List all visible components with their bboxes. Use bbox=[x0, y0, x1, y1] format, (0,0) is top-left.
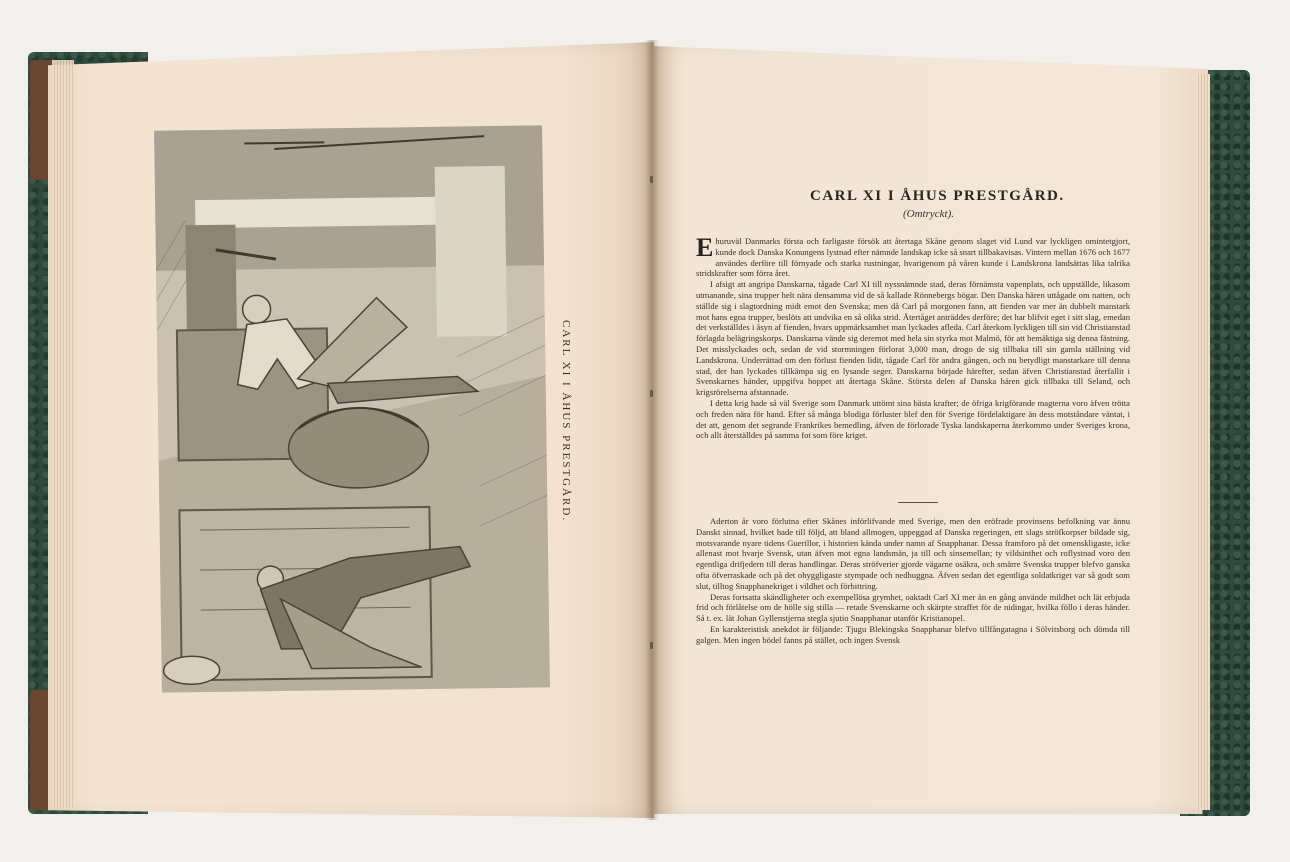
paragraph: Aderton år voro förlutna efter Skånes införlifvande med Sverige, men den eröfrade provinsens befolkning var ännu Danskt sinnad, hvilket hade till följd, att bland allmogen, uppeggad af Danska regeringen, ett slags ströfkorpser bildade sig, motsvarande nyare tidens Guerillor, i historien kända under namn af Snapphanar. Dessa framforo på det omenskligaste, icke allenast mot hvarje Svensk, utan äfven mot egna landsmän, ja till och sinsemellan; ty vildsinthet och roflystnad voro den egentliga drifjedern till deras handlingar. Deras ströfverier gjorde vägarne osäkra, och smärre Svenska trupper blefvo ganska ofta öfverraskade och på det ohyggligaste stympade och nedhuggna. Äfven sedan det egentliga soldatkriget var så godt som slut, tilltog Snapphanekriget i vildhet och förbittring. bbox=[696, 516, 1130, 591]
article-subtitle: (Omtryckt). bbox=[903, 208, 955, 220]
paragraph bbox=[696, 233, 1130, 279]
right-page-edges bbox=[1196, 74, 1210, 810]
binding-stitch bbox=[650, 176, 653, 183]
binding-stitch bbox=[650, 642, 653, 649]
lithograph-illustration bbox=[154, 125, 550, 692]
illustration-caption: CARL XI I ÅHUS PRESTGÅRD. bbox=[560, 320, 572, 523]
illustration-drawing bbox=[154, 125, 550, 692]
paragraph: I afsigt att angripa Danskarna, tågade Carl XI till nyssnämnde stad, deras förnämsta vapenplats, och uppställde, likasom utmanande, sina trupper helt nära densamma vid de så kallade Rönnebergs bögar. Den Danska hären uttågade om natten, och ställde sig i slagtordning midt emot den Svenska; men då Carl på morgonen fann, att fienden var mer än dubbelt manstark mot hans egna trupper, beslöts att undvika en så olika strid. Återtåget anträddes derföre; det har blifvit eget i sitt slag, emedan det verkställdes i åsyn af fienden, hvars uppmärksamhet man lyckades afleda. Carl återkom lyckligen till sin vid Christianstad förlagda belägringskorps. Danskarna vände sig deremot med hela sin styrka mot Malmö, för att bemäktiga sig denna fästning. Det misslyckades och, sedan de vid stormningen förlorat 3,000 man, drogo de sig tillbaka till sin gamla ställning vid Landskrona. Underrättad om den förlust fienden lidit, tågade Carl för andra gången, och nu betydligt manstarkare till denna stad, der han lyckades tillkämpa sig en lysande seger. Danskarna började härefter, sedan äfven Christianstad återfallit i Svenskarnes händer, uppgifva hoppet att återtaga Skåne. Största delen af Danska hären gick tillbaka till Seland, och krigsrörelserna afstannade. bbox=[696, 279, 1130, 398]
binding-stitch bbox=[650, 390, 653, 397]
paragraph: En karakteristisk anekdot är följande: Tjugu Blekingska Snapphanar blefvo tillfångatagna i Sölvitsborg och dömda till galgen. Men ingen bödel fanns på stället, och ingen Svensk bbox=[696, 623, 1130, 645]
paragraph: Deras fortsatta skändligheter och exempellösa grymhet, oaktadt Carl XI mer än en gång använde mildhet och lät erbjuda frid och förlåtelse om de hölle sig stilla — retade Svenskarne och skärpte straffet för de nidingar, hvilka föllo i deras händer. Så t. ex. lät Johan Gyllenstjerna stegla sjutio Snapphanar utanför Kristianopel. bbox=[696, 591, 1130, 624]
book-gutter bbox=[645, 40, 659, 820]
section-divider bbox=[898, 502, 938, 503]
article-title: CARL XI I ÅHUS PRESTGÅRD. bbox=[810, 188, 1065, 204]
paragraph-text: huruväl Danmarks första och farligaste försök att återtaga Skåne genom slaget vid Lund var lyckligen omintetgjort, kunde dock Danska Konungens lystnad efter nämnde landskap icke så snart tillbakavisas. Vintern mellan 1676 och 1677 användes derföre till förnyade och starka rustningar, hvarigenom på våren kunde i Landskrona landsättas lika talrika stridskrafter som förra året. bbox=[696, 236, 1130, 279]
left-page-edges bbox=[52, 60, 74, 808]
drop-cap: E bbox=[696, 233, 714, 262]
article-section-1 bbox=[696, 233, 1130, 441]
paragraph: I detta krig hade så väl Sverige som Danmark uttömt sina bästa krafter; de öfriga krigförande magterna voro äfven trötta och freden nära för hand. Efter så många blodiga förluster blef den för Sverige fördelaktigare än dess motståndare väntat, i det att, genom det segrande Frankrikes bemedling, äfven de förlorade Tyska landskaperna återkommo under Sveriges krona, och allt återställdes på samma fot som före kriget. bbox=[696, 397, 1130, 441]
article-section-2 bbox=[696, 516, 1130, 646]
